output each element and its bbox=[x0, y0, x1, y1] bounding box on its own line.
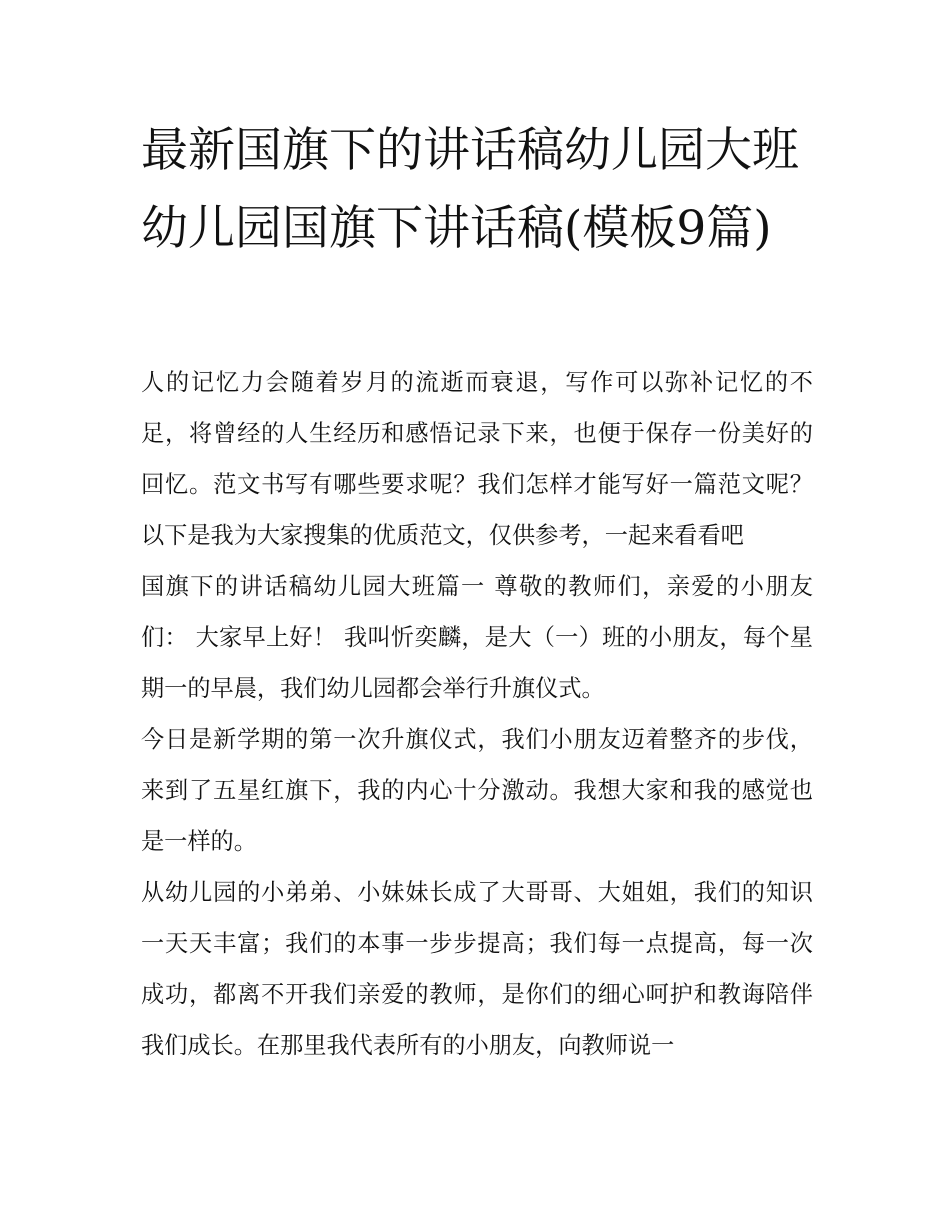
document-title: 最新国旗下的讲话稿幼儿园大班 幼儿园国旗下讲话稿(模板9篇) bbox=[141, 123, 799, 256]
paragraph-greeting: 国旗下的讲话稿幼儿园大班篇一 尊敬的教师们，亲爱的小朋友们： 大家早上好！ 我叫忻奕麟，是大（一）班的小朋友，每个星期一的早晨，我们幼儿园都会举行升旗仪式。 bbox=[141, 573, 813, 702]
paragraph-flag-ceremony: 今日是新学期的第一次升旗仪式，我们小朋友迈着整齐的步伐，来到了五星红旗下，我的内心十分激动。我想大家和我的感觉也是一样的。 bbox=[141, 726, 813, 855]
document-body bbox=[141, 357, 813, 1071]
paragraph-growth: 从幼儿园的小弟弟、小妹妹长成了大哥哥、大姐姐，我们的知识一天天丰富；我们的本事一步步提高；我们每一点提高，每一次成功，都离不开我们亲爱的教师，是你们的细心呵护和教诲陪伴我们成长。在那里我代表所有的小朋友，向教师说一 bbox=[141, 879, 813, 1059]
paragraph-intro: 人的记忆力会随着岁月的流逝而衰退，写作可以弥补记忆的不足，将曾经的人生经历和感悟记录下来，也便于保存一份美好的回忆。范文书写有哪些要求呢？我们怎样才能写好一篇范文呢？以下是我为大家搜集的优质范文，仅供参考，一起来看看吧 bbox=[141, 369, 813, 549]
